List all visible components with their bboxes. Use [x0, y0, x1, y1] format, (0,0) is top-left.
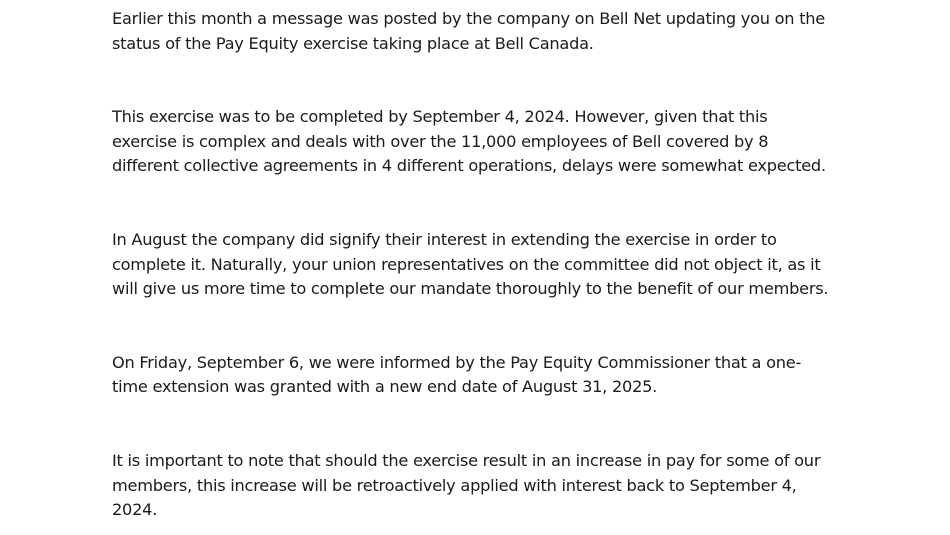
text-line: In August the company did signify their interest in extending the exercise in order to	[112, 229, 777, 249]
text-line: time extension was granted with a new end date of August 31, 2025.	[112, 377, 658, 397]
paragraph-bell-net-message	[112, 7, 842, 56]
text-line: members, this increase will be retroactively applied with interest back to September 4,	[112, 475, 797, 495]
paragraph-exercise-deadline	[112, 105, 842, 179]
text-line: 2024.	[112, 500, 158, 520]
paragraph-extension-request	[112, 228, 842, 302]
document-body	[112, 7, 842, 523]
text-line: exercise is complex and deals with over the 11,000 employees of Bell covered by 8	[112, 131, 769, 151]
text-line: Earlier this month a message was posted by the company on Bell Net updating you on the	[112, 9, 826, 28]
text-line: will give us more time to complete our mandate thoroughly to the benefit of our members.	[112, 279, 829, 299]
paragraph-extension-granted	[112, 351, 842, 400]
text-line: On Friday, September 6, we were informed by the Pay Equity Commissioner that a one-	[112, 352, 802, 372]
paragraph-retroactive-pay	[112, 449, 842, 523]
text-line: This exercise was to be completed by September 4, 2024. However, given that this	[112, 107, 768, 127]
text-line: complete it. Naturally, your union representatives on the committee did not object it, as it	[112, 254, 821, 274]
text-line: status of the Pay Equity exercise taking place at Bell Canada.	[112, 33, 594, 53]
text-line: It is important to note that should the exercise result in an increase in pay for some of our	[112, 450, 821, 470]
text-line: different collective agreements in 4 different operations, delays were somewhat expected.	[112, 156, 826, 176]
